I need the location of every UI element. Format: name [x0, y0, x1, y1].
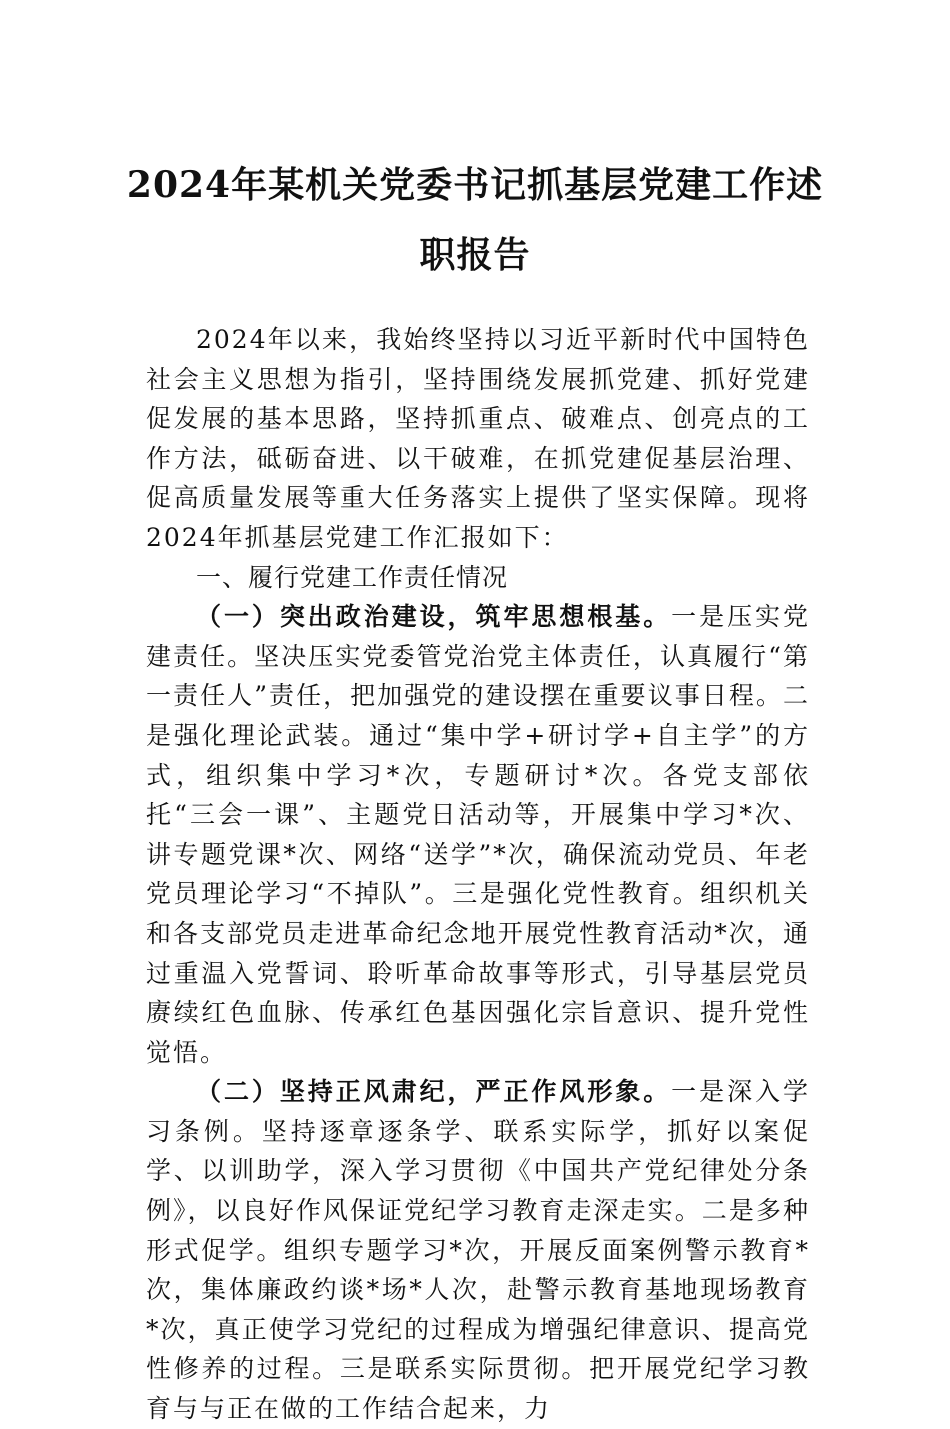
subsection-heading: （一）突出政治建设，筑牢思想根基。: [196, 602, 672, 632]
section-heading: 一、履行党建工作责任情况: [196, 562, 509, 592]
subsection-body: 一是深入学习条例。坚持逐章逐条学、联系实际学，抓好以案促学、以训助学，深入学习贯彻《中国共产党纪律处分条例》，以良好作风保证党纪学习教育走深走实。二是多种形式促学。组织专题学习*次，开展反面案例警示教育*次，集体廉政约谈*场*人次，赴警示教育基地现场教育*次，真正使学习党纪的过程成为增强纪律意识、提高党性修养的过程。三是联系实际贯彻。把开展党纪学习教育与与正在做的工作结合起来，力: [146, 1077, 810, 1424]
subsection-paragraph: [146, 1072, 810, 1428]
intro-paragraph: 2024年以来，我始终坚持以习近平新时代中国特色社会主义思想为指引，坚持围绕发展抓党建、抓好党建促发展的基本思路，坚持抓重点、破难点、创亮点的工作方法，砥砺奋进、以干破难，在抓党建促基层治理、促高质量发展等重大任务落实上提供了坚实保障。现将2024年抓基层党建工作汇报如下：: [146, 325, 810, 552]
subsection-body: 一是压实党建责任。坚决压实党委管党治党主体责任，认真履行“第一责任人”责任，把加强党的建设摆在重要议事日程。二是强化理论武装。通过“集中学+研讨学+自主学”的方式，组织集中学习*次，专题研讨*次。各党支部依托“三会一课”、主题党日活动等，开展集中学习*次、讲专题党课*次、网络“送学”*次，确保流动党员、年老党员理论学习“不掉队”。三是强化党性教育。组织机关和各支部党员走进革命纪念地开展党性教育活动*次，通过重温入党誓词、聆听革命故事等形式，引导基层党员赓续红色血脉、传承红色基因强化宗旨意识、提升党性觉悟。: [146, 602, 810, 1067]
subsection-paragraph: [146, 597, 810, 1072]
document-body: [146, 320, 810, 1429]
document-title: 2024年某机关党委书记抓基层党建工作述职报告: [126, 164, 824, 276]
subsection-heading: （二）坚持正风肃纪，严正作风形象。: [196, 1077, 672, 1107]
